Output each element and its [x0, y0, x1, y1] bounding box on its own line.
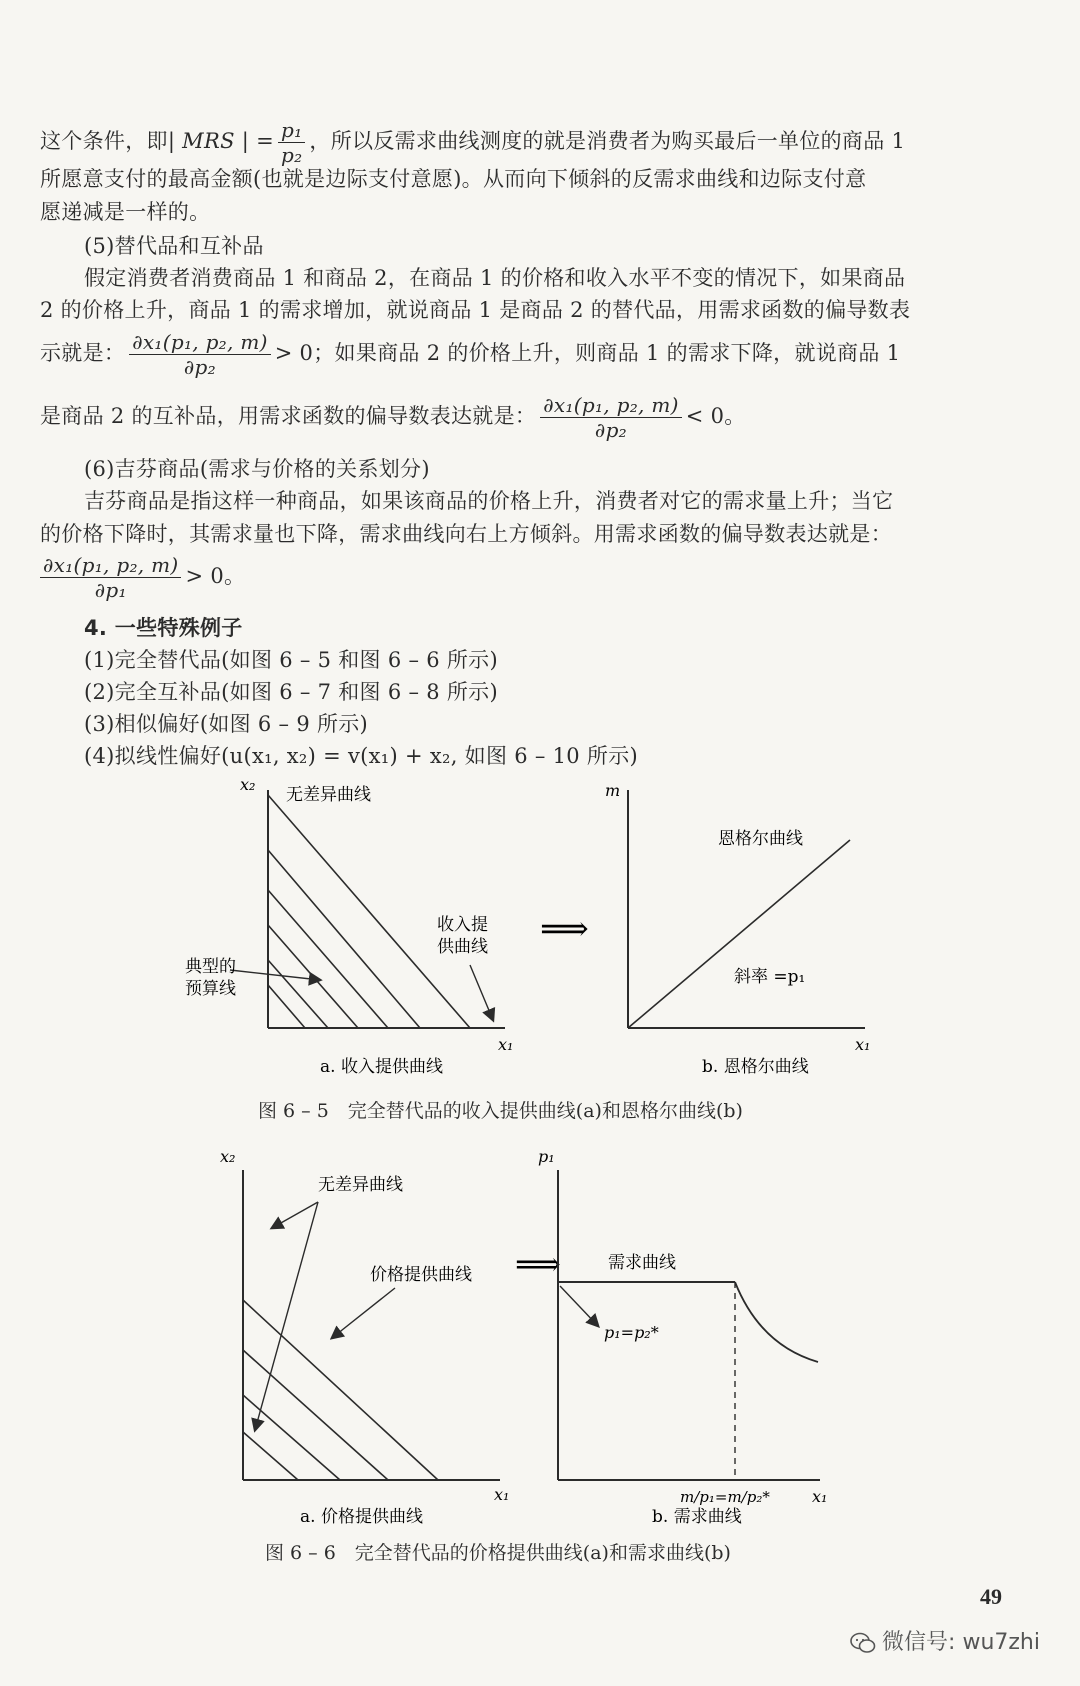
mrs-expression: | MRS | =: [167, 129, 274, 153]
indifference-line: [243, 1300, 438, 1480]
implies-arrow-icon: ⟹: [540, 909, 589, 949]
wechat-icon: [850, 1632, 876, 1654]
axis-label-x2: x₂: [220, 1147, 236, 1166]
figure-6-6: [0, 1140, 1080, 1540]
indifference-line: [268, 850, 420, 1028]
label-slope: 斜率 =p₁: [734, 967, 806, 987]
budget-line-pointer: [230, 970, 320, 980]
label-engel-curve: 恩格尔曲线: [718, 829, 803, 849]
label-typical-budget: 预算线: [185, 979, 236, 999]
indifference-line: [268, 890, 388, 1028]
tick-label-intercept: m/p₁=m/p₂*: [680, 1488, 770, 1506]
panel-b-demand: [538, 1147, 827, 1527]
axis-label-x1: x₁: [855, 1035, 871, 1054]
page-number: 49: [980, 1584, 1002, 1609]
axis-label-m: m: [605, 781, 621, 800]
wechat-watermark: [850, 1625, 1040, 1656]
indifference-line: [243, 1432, 298, 1480]
label-price-offer: 价格提供曲线: [370, 1265, 472, 1285]
partial-derivative-fraction: $\frac{\text{∂x₁(p₁, p₂, m)}}{\text{∂p₁}}$: [40, 553, 181, 602]
subcaption-a: a. 收入提供曲线: [320, 1057, 443, 1077]
label-indifference-curve: 无差异曲线: [286, 785, 371, 805]
fraction-p1-p2: $\frac{\text{p₁}}{\text{p₂}}$: [278, 118, 305, 167]
axis-label-x1: x₁: [498, 1035, 514, 1054]
label-income-offer: 收入提: [437, 915, 488, 935]
text-line-11: 的价格下降时，其需求量也下降，需求曲线向右上方倾斜。用需求函数的偏导数表达就是：: [40, 522, 892, 546]
list-item: (1)完全替代品(如图 6 – 5 和图 6 – 6 所示): [84, 648, 498, 672]
text-line-10: 吉芬商品是指这样一种商品，如果该商品的价格上升，消费者对它的需求量上升；当它: [84, 489, 894, 513]
implies-arrow-icon: ⟹: [515, 1245, 561, 1283]
text-line-12: $\frac{\text{∂x₁(p₁, p₂, m)}}{\text{∂p₁}}$ > 0。: [40, 553, 1040, 602]
price-offer-pointer: [332, 1288, 395, 1338]
subcaption-b: b. 需求曲线: [652, 1507, 742, 1527]
indifference-pointer: [272, 1202, 318, 1228]
text-line-8: 是商品 2 的互补品，用需求函数的偏导数表达就是： $\frac{\text{∂x₁(p₁, p₂, m)}}{\text{∂p₂}}$ < 0。: [40, 393, 746, 442]
partial-derivative-fraction: $\frac{\text{∂x₁(p₁, p₂, m)}}{\text{∂p₂}}$: [540, 393, 681, 442]
label-price-equality: p₁=p₂*: [604, 1323, 659, 1342]
indifference-line: [268, 960, 328, 1028]
text-line-1: 这个条件，即| MRS | = $\frac{\text{p₁}}{\text{p₂}}$ ，所以反需求曲线测度的就是消费者为购买最后一单位的商品 1: [40, 118, 906, 167]
indifference-line: [268, 795, 470, 1028]
demand-curve-hyperbola: [735, 1282, 818, 1362]
subcaption-a: a. 价格提供曲线: [300, 1507, 423, 1527]
wechat-id: 微信号: wu7zhi: [882, 1630, 1040, 1655]
figure-caption-6-5: 图 6 – 5 完全替代品的收入提供曲线(a)和恩格尔曲线(b): [258, 1100, 743, 1122]
text-line-3: 愿递减是一样的。: [40, 200, 211, 224]
partial-derivative-fraction: $\frac{\text{∂x₁(p₁, p₂, m)}}{\text{∂p₂}}$: [129, 330, 270, 379]
indifference-pointer: [255, 1202, 318, 1430]
text-line-6: 2 的价格上升，商品 1 的需求增加，就说商品 1 是商品 2 的替代品，用需求函数的偏导数表: [40, 298, 911, 322]
label-income-offer: 供曲线: [437, 937, 488, 957]
axis-label-x1: x₁: [494, 1485, 510, 1504]
list-item: (4)拟线性偏好(u(x₁, x₂) = v(x₁) + x₂, 如图 6 – 10 所示): [84, 744, 639, 768]
axis-label-x1: x₁: [812, 1487, 828, 1506]
figure-6-5: [0, 770, 1080, 1140]
section-heading-substitutes: (5)替代品和互补品: [84, 234, 264, 258]
indifference-line: [243, 1395, 340, 1480]
section-heading-special-cases: 4. 一些特殊例子: [84, 616, 243, 640]
panel-a-price-offer: [220, 1147, 509, 1527]
panel-a-income-offer: [185, 775, 513, 1077]
label-indifference-curve: 无差异曲线: [318, 1175, 403, 1195]
indifference-line: [268, 985, 305, 1028]
list-item: (2)完全互补品(如图 6 – 7 和图 6 – 8 所示): [84, 680, 498, 704]
label-demand-curve: 需求曲线: [608, 1253, 676, 1273]
text-line-2: 所愿意支付的最高金额(也就是边际支付意愿)。从而向下倾斜的反需求曲线和边际支付意: [40, 167, 867, 191]
income-offer-pointer: [470, 965, 493, 1020]
panel-b-engel: [605, 781, 870, 1077]
text-line-5: 假定消费者消费商品 1 和商品 2，在商品 1 的价格和收入水平不变的情况下，如果商品: [84, 266, 906, 290]
section-heading-giffen: (6)吉芬商品(需求与价格的关系划分): [84, 457, 430, 481]
list-item: (3)相似偏好(如图 6 – 9 所示): [84, 712, 369, 736]
subcaption-b: b. 恩格尔曲线: [702, 1057, 809, 1077]
axis-label-x2: x₂: [240, 775, 256, 794]
axis-label-p1: p₁: [538, 1147, 555, 1166]
label-typical-budget: 典型的: [185, 957, 236, 977]
figure-caption-6-6: 图 6 – 6 完全替代品的价格提供曲线(a)和需求曲线(b): [265, 1542, 731, 1564]
engel-curve: [628, 840, 850, 1028]
text-line-7: 示就是： $\frac{\text{∂x₁(p₁, p₂, m)}}{\text{∂p₂}}$ > 0；如果商品 2 的价格上升，则商品 1 的需求下降，就说商品 1: [40, 330, 901, 379]
price-equality-pointer: [560, 1286, 598, 1326]
